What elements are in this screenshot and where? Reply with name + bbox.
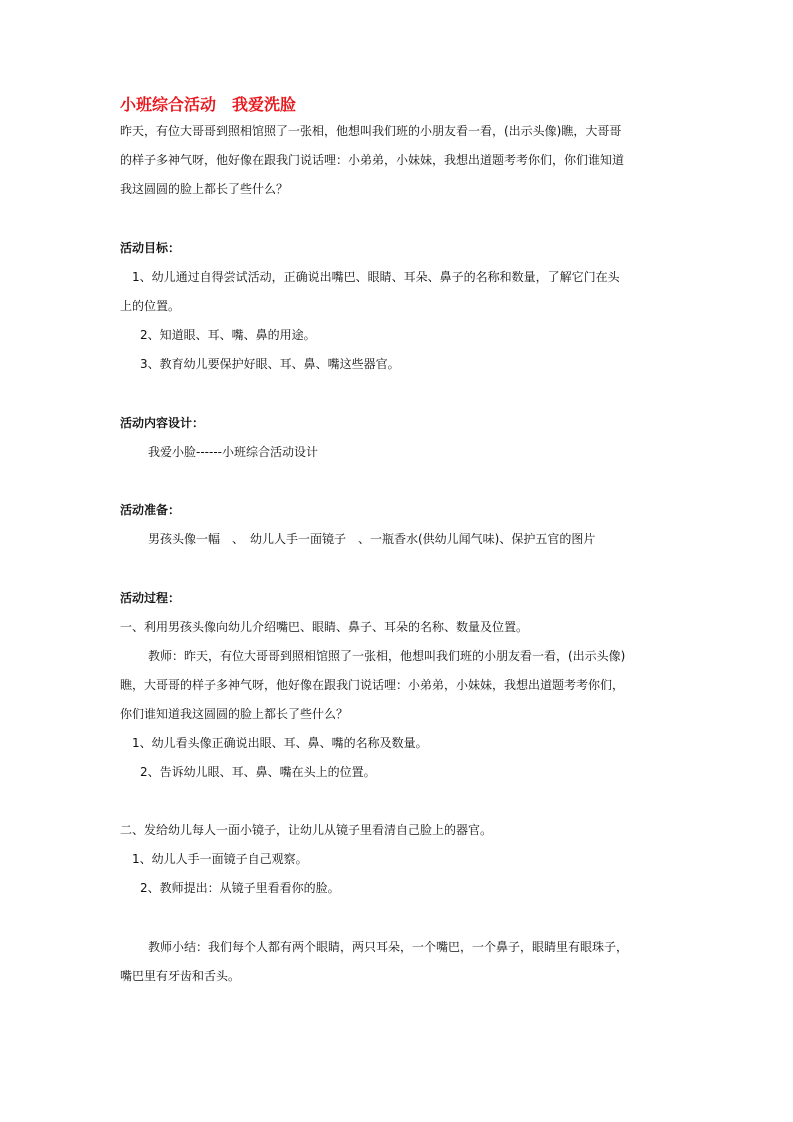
- process-heading: 活动过程：: [120, 591, 181, 605]
- teacher-line: 教师：昨天，有位大哥哥到照相馆照了一张相，他想叫我们班的小朋友看一看，(出示头像): [148, 649, 626, 663]
- process-part1-title: 一、利用男孩头像向幼儿介绍嘴巴、眼睛、鼻子、耳朵的名称、数量及位置。: [120, 620, 529, 634]
- goals-heading: 活动目标：: [120, 241, 181, 255]
- content-design-heading: 活动内容设计：: [120, 416, 205, 430]
- intro-line: 我这圆圆的脸上都长了些什么？: [120, 182, 289, 196]
- goal-item: 3、教育幼儿要保护好眼、耳、鼻、嘴这些器官。: [140, 357, 400, 371]
- document-title: 小班综合活动 我爱洗脸: [120, 95, 297, 114]
- goal-item: 1、幼儿通过自得尝试活动，正确说出嘴巴、眼睛、耳朵、鼻子的名称和数量，了解它门在头: [132, 270, 620, 284]
- goal-item: 2、知道眼、耳、嘴、鼻的用途。: [140, 328, 316, 342]
- process-item: 2、告诉幼儿眼、耳、鼻、嘴在头上的位置。: [140, 765, 376, 779]
- process-item: 2、教师提出：从镜子里看看你的脸。: [140, 881, 340, 895]
- preparation-text: 男孩头像一幅 、 幼儿人手一面镜子 、一瓶香水(供幼儿闻气味)、保护五官的图片: [148, 532, 596, 546]
- intro-line: 的样子多神气呀，他好像在跟我门说话哩：小弟弟，小妹妹，我想出道题考考你们，你们谁知道: [120, 153, 625, 167]
- process-part2-title: 二、发给幼儿每人一面小镜子，让幼儿从镜子里看清自己脸上的器官。: [120, 823, 493, 837]
- process-item: 1、幼儿看头像正确说出眼、耳、鼻、嘴的名称及数量。: [132, 736, 428, 750]
- teacher-line: 你们谁知道我这圆圆的脸上都长了些什么？: [120, 707, 349, 721]
- process-item: 1、幼儿人手一面镜子自己观察。: [132, 852, 308, 866]
- content-design-text: 我爱小脸------小班综合活动设计: [148, 445, 318, 459]
- goal-item-continuation: 上的位置。: [120, 299, 181, 313]
- teacher-summary-line: 嘴巴里有牙齿和舌头。: [120, 969, 241, 983]
- preparation-heading: 活动准备：: [120, 503, 181, 517]
- teacher-summary-line: 教师小结：我们每个人都有两个眼睛，两只耳朵，一个嘴巴，一个鼻子，眼睛里有眼珠子，: [148, 940, 629, 954]
- teacher-line: 瞧，大哥哥的样子多神气呀，他好像在跟我门说话哩：小弟弟，小妹妹，我想出道题考考你们，: [120, 678, 625, 692]
- intro-line: 昨天，有位大哥哥到照相馆照了一张相，他想叫我们班的小朋友看一看，(出示头像)瞧，大哥哥: [120, 124, 622, 138]
